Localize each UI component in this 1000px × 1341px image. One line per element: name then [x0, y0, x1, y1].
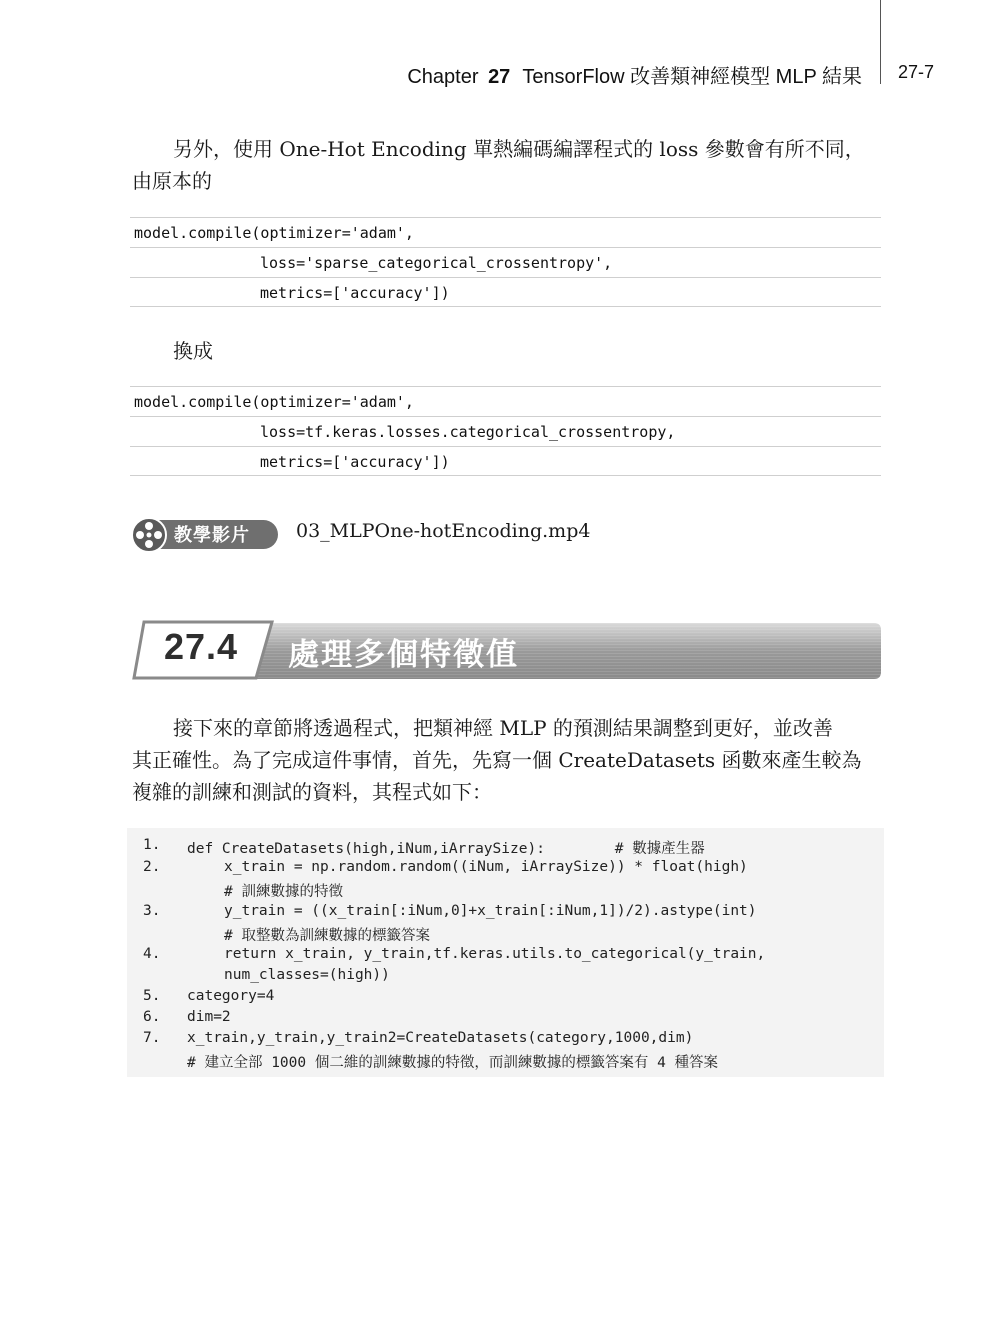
line-number: 6. [143, 1009, 161, 1025]
code-line: y_train = ((x_train[:iNum,0]+x_train[:iNum,1])/2).astype(int) [224, 903, 757, 919]
page-number: 27-7 [898, 62, 935, 82]
section-banner [130, 620, 882, 682]
line-number: 4. [143, 946, 161, 962]
badge-label: 教學影片 [174, 525, 250, 546]
code-block-before [130, 217, 881, 307]
code-line: model.compile(optimizer='adam', [130, 217, 881, 247]
code-line: x_train = np.random.random((iNum, iArraySize)) * float(high) [224, 859, 748, 875]
code-line: loss='sparse_categorical_crossentropy', [130, 247, 881, 277]
code-line: loss=tf.keras.losses.categorical_crossentropy, [130, 416, 881, 446]
code-line: dim=2 [187, 1009, 231, 1025]
body-line-3: 複雜的訓練和測試的資料，其程式如下： [132, 780, 492, 804]
code-line: return x_train, y_train,tf.keras.utils.to_categorical(y_train, [224, 946, 766, 962]
code-line: metrics=['accuracy']) [130, 277, 881, 307]
section-title: 處理多個特徵值 [288, 637, 519, 673]
code-line: num_classes=(high)) [224, 967, 390, 983]
line-number: 7. [143, 1030, 161, 1046]
chapter-word: Chapter [407, 66, 479, 88]
replace-label: 換成 [173, 339, 213, 363]
video-badge [130, 516, 280, 552]
code-line: x_train,y_train,y_train2=CreateDatasets(category,1000,dim) [187, 1030, 694, 1046]
code-line: metrics=['accuracy']) [130, 446, 881, 476]
code-comment: # 訓練數據的特徵 [224, 884, 343, 900]
chapter-number: 27 [488, 66, 511, 88]
code-line: model.compile(optimizer='adam', [130, 386, 881, 416]
chapter-title: TensorFlow 改善類神經模型 MLP 結果 [522, 66, 862, 88]
body-line-1: 接下來的章節將透過程式，把類神經 MLP 的預測結果調整到更好，並改善 [173, 716, 833, 740]
code-line: def CreateDatasets(high,iNum,iArraySize): # 數據產生器 [187, 841, 705, 857]
line-number: 1. [143, 837, 161, 853]
intro-line-2: 由原本的 [132, 169, 212, 193]
section-number: 27.4 [164, 626, 239, 667]
code-comment: # 取整數為訓練數據的標籤答案 [224, 928, 430, 944]
intro-paragraph [132, 133, 882, 197]
line-number: 2. [143, 859, 161, 875]
line-number: 5. [143, 988, 161, 1004]
code-comment: # 建立全部 1000 個二維的訓練數據的特徵，而訓練數據的標籤答案有 4 種答案 [187, 1055, 719, 1071]
video-filename: 03_MLPOne-hotEncoding.mp4 [296, 520, 591, 542]
body-paragraph [132, 712, 882, 808]
intro-line-1: 另外，使用 One-Hot Encoding 單熱編碼編譯程式的 loss 參數會有所不同， [173, 137, 865, 161]
film-reel-icon [130, 516, 168, 554]
running-header [407, 60, 862, 89]
code-listing [127, 828, 884, 1077]
code-line: category=4 [187, 988, 275, 1004]
header-divider [880, 0, 881, 84]
code-block-after [130, 386, 881, 476]
line-number: 3. [143, 903, 161, 919]
body-line-2: 其正確性。為了完成這件事情，首先，先寫一個 CreateDatasets 函數來產生較為 [132, 748, 862, 772]
